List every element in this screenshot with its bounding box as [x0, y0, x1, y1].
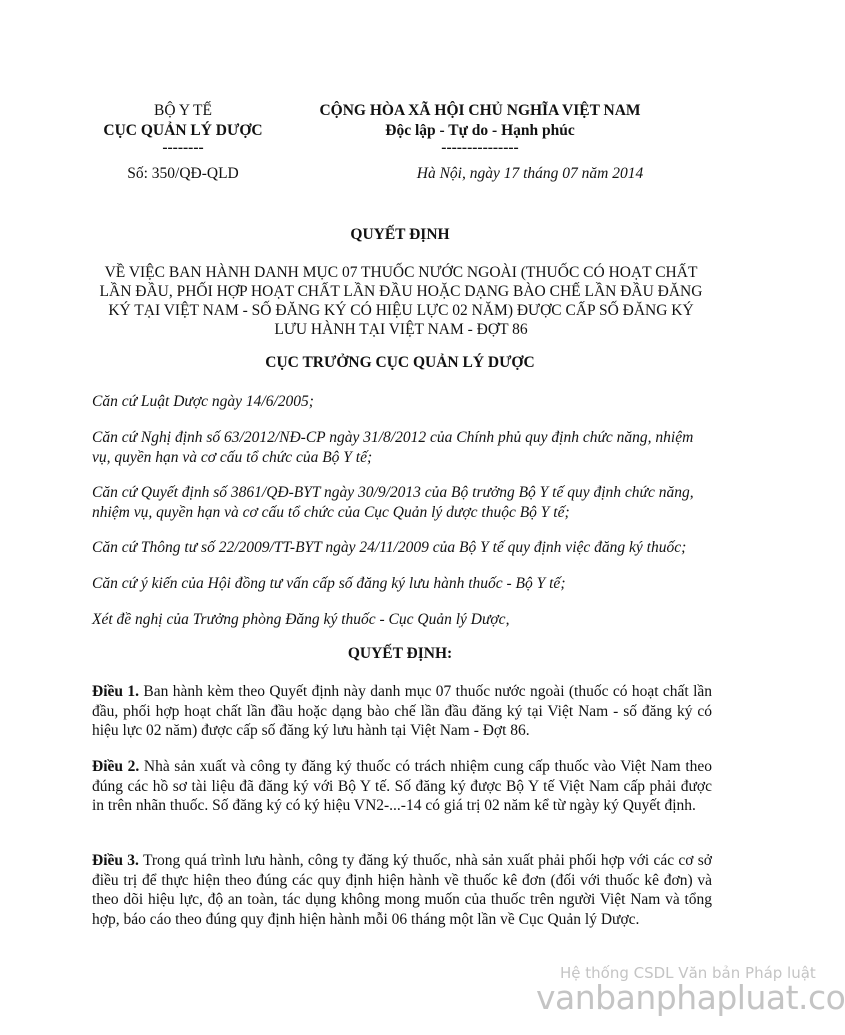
- article-2-label: Điều 2.: [92, 758, 140, 775]
- document-number: Số: 350/QĐ-QLD: [127, 165, 239, 182]
- article-2: [92, 757, 712, 816]
- department-name: CỤC QUẢN LÝ DƯỢC: [103, 122, 263, 139]
- article-3-label: Điều 3.: [92, 852, 139, 869]
- legal-basis-6: Xét đề nghị của Trưởng phòng Đăng ký thuốc - Cục Quản lý Dược,: [92, 611, 510, 628]
- watermark-caption: Hệ thống CSDL Văn bản Pháp luật: [560, 964, 816, 982]
- article-2-text: Nhà sản xuất và công ty đăng ký thuốc có trách nhiệm cung cấp thuốc vào Việt Nam theo đúng các hồ sơ tài liệu đã đăng ký với Bộ Y tế. Số đăng ký được Bộ Y tế Việt Nam cấp phải được in trên nhãn thuốc. Số đăng ký có ký hiệu VN2-...-14 có giá trị 02 năm kể từ ngày ký Quyết định.: [92, 758, 713, 814]
- legal-basis-4: Căn cứ Thông tư số 22/2009/TT-BYT ngày 24/11/2009 của Bộ Y tế quy định việc đăng ký thuốc;: [92, 539, 687, 556]
- legal-basis-1: Căn cứ Luật Dược ngày 14/6/2005;: [92, 393, 314, 410]
- watermark-site: vanbanphapluat.co: [536, 978, 845, 1017]
- decision-heading: QUYẾT ĐỊNH:: [347, 645, 453, 662]
- article-3-text: Trong quá trình lưu hành, công ty đăng ký thuốc, nhà sản xuất phải phối hợp với các cơ sở điều trị để thực hiện theo đúng các quy định hiện hành về thuốc kê đơn (đối với thuốc kê đơn) và theo dõi hiệu lực, độ an toàn, tác dụng không mong muốn của thuốc trên người Việt Nam và tổng hợp, báo cáo theo đúng quy định hiện hành mỗi 06 tháng một lần về Cục Quản lý Dược.: [92, 852, 712, 928]
- issuing-agency-block: [88, 101, 278, 155]
- article-1-label: Điều 1.: [92, 683, 139, 700]
- article-3: [92, 851, 712, 929]
- document-title: QUYẾT ĐỊNH: [350, 226, 450, 243]
- legal-basis-2: Căn cứ Nghị định số 63/2012/NĐ-CP ngày 31/8/2012 của Chính phủ quy định chức năng, nhiệm vụ, quyền hạn và cơ cấu tổ chức của Bộ Y tế;: [92, 429, 694, 466]
- article-1: [92, 682, 712, 741]
- left-divider: --------: [162, 139, 204, 156]
- national-motto: Độc lập - Tự do - Hạnh phúc: [385, 122, 575, 139]
- legal-basis-5: Căn cứ ý kiến của Hội đồng tư vấn cấp số đăng ký lưu hành thuốc - Bộ Y tế;: [92, 575, 566, 592]
- right-divider: ---------------: [441, 139, 519, 156]
- place-and-date: Hà Nội, ngày 17 tháng 07 năm 2014: [416, 165, 644, 182]
- ministry-name: BỘ Y TẾ: [154, 102, 212, 119]
- national-title-block: [285, 101, 675, 155]
- legal-basis-3: Căn cứ Quyết định số 3861/QĐ-BYT ngày 30/9/2013 của Bộ trưởng Bộ Y tế quy định chức năng, nhiệm vụ, quyền hạn và cơ cấu tổ chức của Cục Quản lý dược thuộc Bộ Y tế;: [92, 484, 694, 521]
- article-1-text: Ban hành kèm theo Quyết định này danh mục 07 thuốc nước ngoài (thuốc có hoạt chất lần đầu, phối hợp hoạt chất lần đầu hoặc dạng bào chế lần đầu đăng ký tại Việt Nam - số đăng ký có hiệu lực 02 năm) được cấp số đăng ký lưu hành tại Việt Nam - Đợt 86.: [92, 683, 713, 739]
- document-subject: VỀ VIỆC BAN HÀNH DANH MỤC 07 THUỐC NƯỚC NGOÀI (THUỐC CÓ HOẠT CHẤT LẦN ĐẦU, PHỐI HỢP HOẠT CHẤT LẦN ĐẦU HOẶC DẠNG BÀO CHẾ LẦN ĐẦU ĐĂNG KÝ TẠI VIỆT NAM - SỐ ĐĂNG KÝ CÓ HIỆU LỰC 02 NĂM) ĐƯỢC CẤP SỐ ĐĂNG KÝ LƯU HÀNH TẠI VIỆT NAM - ĐỢT 86: [99, 264, 703, 338]
- issuing-authority: CỤC TRƯỞNG CỤC QUẢN LÝ DƯỢC: [265, 354, 535, 371]
- country-name: CỘNG HÒA XÃ HỘI CHỦ NGHĨA VIỆT NAM: [319, 102, 641, 119]
